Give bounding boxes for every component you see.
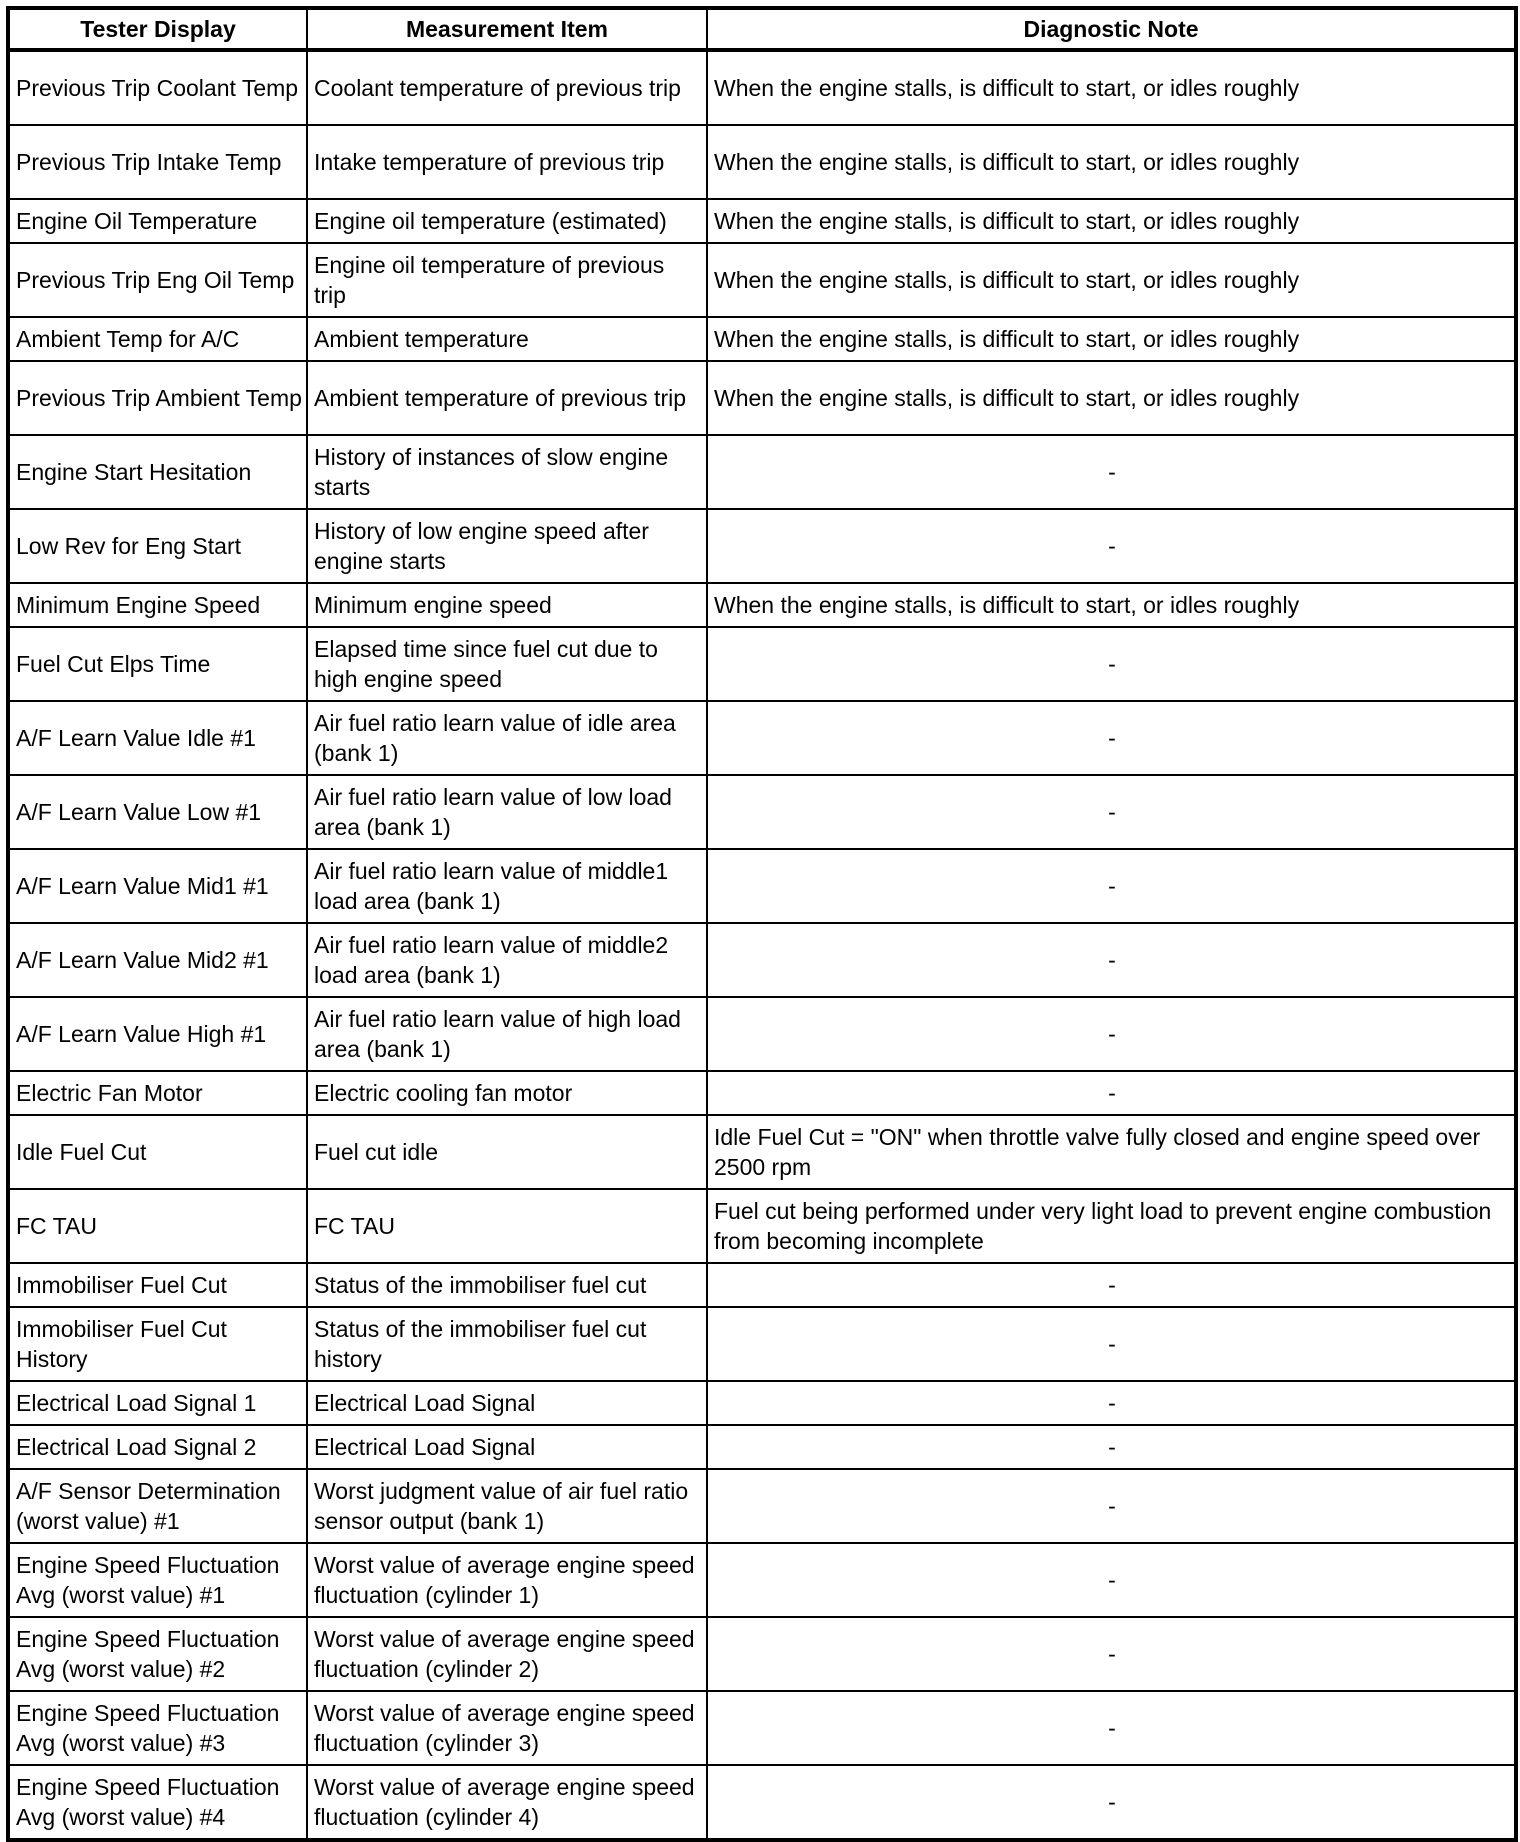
tester-display-cell: FC TAU — [8, 1189, 307, 1263]
tester-display-cell: Minimum Engine Speed — [8, 583, 307, 627]
tester-display-cell: A/F Learn Value Mid2 #1 — [8, 923, 307, 997]
table-row — [8, 361, 1516, 435]
header-measurement-item: Measurement Item — [307, 8, 707, 50]
tester-display-cell: Engine Speed Fluctuation Avg (worst value) #2 — [8, 1617, 307, 1691]
tester-display-cell: A/F Learn Value Low #1 — [8, 775, 307, 849]
tester-display-cell: A/F Learn Value Idle #1 — [8, 701, 307, 775]
tester-display-cell: Electrical Load Signal 2 — [8, 1425, 307, 1469]
table-row — [8, 583, 1516, 627]
measurement-item-cell: Worst value of average engine speed fluctuation (cylinder 1) — [307, 1543, 707, 1617]
table-row — [8, 1691, 1516, 1765]
table-row — [8, 509, 1516, 583]
diagnostic-note-cell: - — [707, 1071, 1516, 1115]
table-row — [8, 1307, 1516, 1381]
table-row — [8, 775, 1516, 849]
diagnostic-note-cell: When the engine stalls, is difficult to start, or idles roughly — [707, 361, 1516, 435]
measurement-item-cell: Air fuel ratio learn value of middle1 load area (bank 1) — [307, 849, 707, 923]
diagnostic-note-cell: - — [707, 1263, 1516, 1307]
tester-display-cell: Engine Speed Fluctuation Avg (worst value) #1 — [8, 1543, 307, 1617]
diagnostic-note-cell: When the engine stalls, is difficult to start, or idles roughly — [707, 199, 1516, 243]
table-row — [8, 1115, 1516, 1189]
tester-display-cell: A/F Sensor Determination (worst value) #1 — [8, 1469, 307, 1543]
measurement-item-cell: Electrical Load Signal — [307, 1425, 707, 1469]
diagnostic-note-cell: - — [707, 1307, 1516, 1381]
tester-display-cell: Idle Fuel Cut — [8, 1115, 307, 1189]
tester-display-cell: Immobiliser Fuel Cut — [8, 1263, 307, 1307]
measurement-item-cell: FC TAU — [307, 1189, 707, 1263]
diagnostic-note-cell: Idle Fuel Cut = "ON" when throttle valve fully closed and engine speed over 2500 rpm — [707, 1115, 1516, 1189]
diagnostic-note-cell: - — [707, 1469, 1516, 1543]
tester-display-cell: Engine Speed Fluctuation Avg (worst value) #3 — [8, 1691, 307, 1765]
table-row — [8, 1189, 1516, 1263]
measurement-item-cell: Engine oil temperature of previous trip — [307, 243, 707, 317]
measurement-item-cell: Ambient temperature — [307, 317, 707, 361]
measurement-item-cell: Worst value of average engine speed fluctuation (cylinder 3) — [307, 1691, 707, 1765]
diagnostic-note-cell: - — [707, 775, 1516, 849]
tester-display-cell: A/F Learn Value High #1 — [8, 997, 307, 1071]
header-tester-display: Tester Display — [8, 8, 307, 50]
table-row — [8, 997, 1516, 1071]
table-row — [8, 849, 1516, 923]
diagnostic-note-cell: When the engine stalls, is difficult to start, or idles roughly — [707, 317, 1516, 361]
measurement-item-cell: Ambient temperature of previous trip — [307, 361, 707, 435]
measurement-item-cell: Fuel cut idle — [307, 1115, 707, 1189]
table-row — [8, 199, 1516, 243]
measurement-item-cell: Air fuel ratio learn value of low load area (bank 1) — [307, 775, 707, 849]
table-row — [8, 1425, 1516, 1469]
table-row — [8, 627, 1516, 701]
diagnostic-note-cell: - — [707, 435, 1516, 509]
tester-display-cell: Engine Start Hesitation — [8, 435, 307, 509]
tester-display-cell: Previous Trip Eng Oil Temp — [8, 243, 307, 317]
diagnostic-note-cell: When the engine stalls, is difficult to start, or idles roughly — [707, 50, 1516, 125]
table-row — [8, 1765, 1516, 1840]
table-row — [8, 50, 1516, 125]
diagnostic-note-cell: - — [707, 1617, 1516, 1691]
tester-display-cell: Low Rev for Eng Start — [8, 509, 307, 583]
measurement-item-cell: Engine oil temperature (estimated) — [307, 199, 707, 243]
measurement-item-cell: Worst value of average engine speed fluctuation (cylinder 4) — [307, 1765, 707, 1840]
table-row — [8, 1469, 1516, 1543]
tester-display-cell: Previous Trip Ambient Temp — [8, 361, 307, 435]
table-row — [8, 1381, 1516, 1425]
measurement-item-cell: Elapsed time since fuel cut due to high engine speed — [307, 627, 707, 701]
measurement-item-cell: Air fuel ratio learn value of idle area (bank 1) — [307, 701, 707, 775]
header-diagnostic-note: Diagnostic Note — [707, 8, 1516, 50]
diagnostic-note-cell: When the engine stalls, is difficult to start, or idles roughly — [707, 583, 1516, 627]
measurement-item-cell: Electrical Load Signal — [307, 1381, 707, 1425]
table-row — [8, 1263, 1516, 1307]
measurement-item-cell: History of low engine speed after engine starts — [307, 509, 707, 583]
measurement-item-cell: Intake temperature of previous trip — [307, 125, 707, 199]
measurement-item-cell: Status of the immobiliser fuel cut history — [307, 1307, 707, 1381]
diagnostic-note-cell: - — [707, 923, 1516, 997]
measurement-item-cell: Worst value of average engine speed fluctuation (cylinder 2) — [307, 1617, 707, 1691]
table-row — [8, 1617, 1516, 1691]
diagnostic-note-cell: Fuel cut being performed under very light load to prevent engine combustion from becoming incomplete — [707, 1189, 1516, 1263]
measurement-item-cell: Electric cooling fan motor — [307, 1071, 707, 1115]
table-row — [8, 701, 1516, 775]
diagnostic-note-cell: - — [707, 1381, 1516, 1425]
diagnostic-data-table — [6, 6, 1518, 1842]
table-row — [8, 923, 1516, 997]
diagnostic-note-cell: - — [707, 1691, 1516, 1765]
diagnostic-note-cell: - — [707, 509, 1516, 583]
measurement-item-cell: Coolant temperature of previous trip — [307, 50, 707, 125]
diagnostic-note-cell: - — [707, 627, 1516, 701]
tester-display-cell: A/F Learn Value Mid1 #1 — [8, 849, 307, 923]
diagnostic-note-cell: - — [707, 849, 1516, 923]
tester-display-cell: Engine Speed Fluctuation Avg (worst value) #4 — [8, 1765, 307, 1840]
measurement-item-cell: Air fuel ratio learn value of high load area (bank 1) — [307, 997, 707, 1071]
diagnostic-note-cell: When the engine stalls, is difficult to start, or idles roughly — [707, 243, 1516, 317]
tester-display-cell: Electrical Load Signal 1 — [8, 1381, 307, 1425]
diagnostic-note-cell: - — [707, 997, 1516, 1071]
tester-display-cell: Previous Trip Coolant Temp — [8, 50, 307, 125]
tester-display-cell: Engine Oil Temperature — [8, 199, 307, 243]
diagnostic-note-cell: When the engine stalls, is difficult to start, or idles roughly — [707, 125, 1516, 199]
table-row — [8, 435, 1516, 509]
table-header-row — [8, 8, 1516, 50]
table-row — [8, 243, 1516, 317]
measurement-item-cell: History of instances of slow engine starts — [307, 435, 707, 509]
table-row — [8, 1071, 1516, 1115]
diagnostic-note-cell: - — [707, 1765, 1516, 1840]
tester-display-cell: Ambient Temp for A/C — [8, 317, 307, 361]
diagnostic-note-cell: - — [707, 1543, 1516, 1617]
table-row — [8, 125, 1516, 199]
measurement-item-cell: Status of the immobiliser fuel cut — [307, 1263, 707, 1307]
tester-display-cell: Immobiliser Fuel Cut History — [8, 1307, 307, 1381]
table-row — [8, 1543, 1516, 1617]
measurement-item-cell: Worst judgment value of air fuel ratio sensor output (bank 1) — [307, 1469, 707, 1543]
diagnostic-note-cell: - — [707, 1425, 1516, 1469]
table-row — [8, 317, 1516, 361]
tester-display-cell: Fuel Cut Elps Time — [8, 627, 307, 701]
tester-display-cell: Previous Trip Intake Temp — [8, 125, 307, 199]
measurement-item-cell: Minimum engine speed — [307, 583, 707, 627]
diagnostic-note-cell: - — [707, 701, 1516, 775]
measurement-item-cell: Air fuel ratio learn value of middle2 load area (bank 1) — [307, 923, 707, 997]
tester-display-cell: Electric Fan Motor — [8, 1071, 307, 1115]
